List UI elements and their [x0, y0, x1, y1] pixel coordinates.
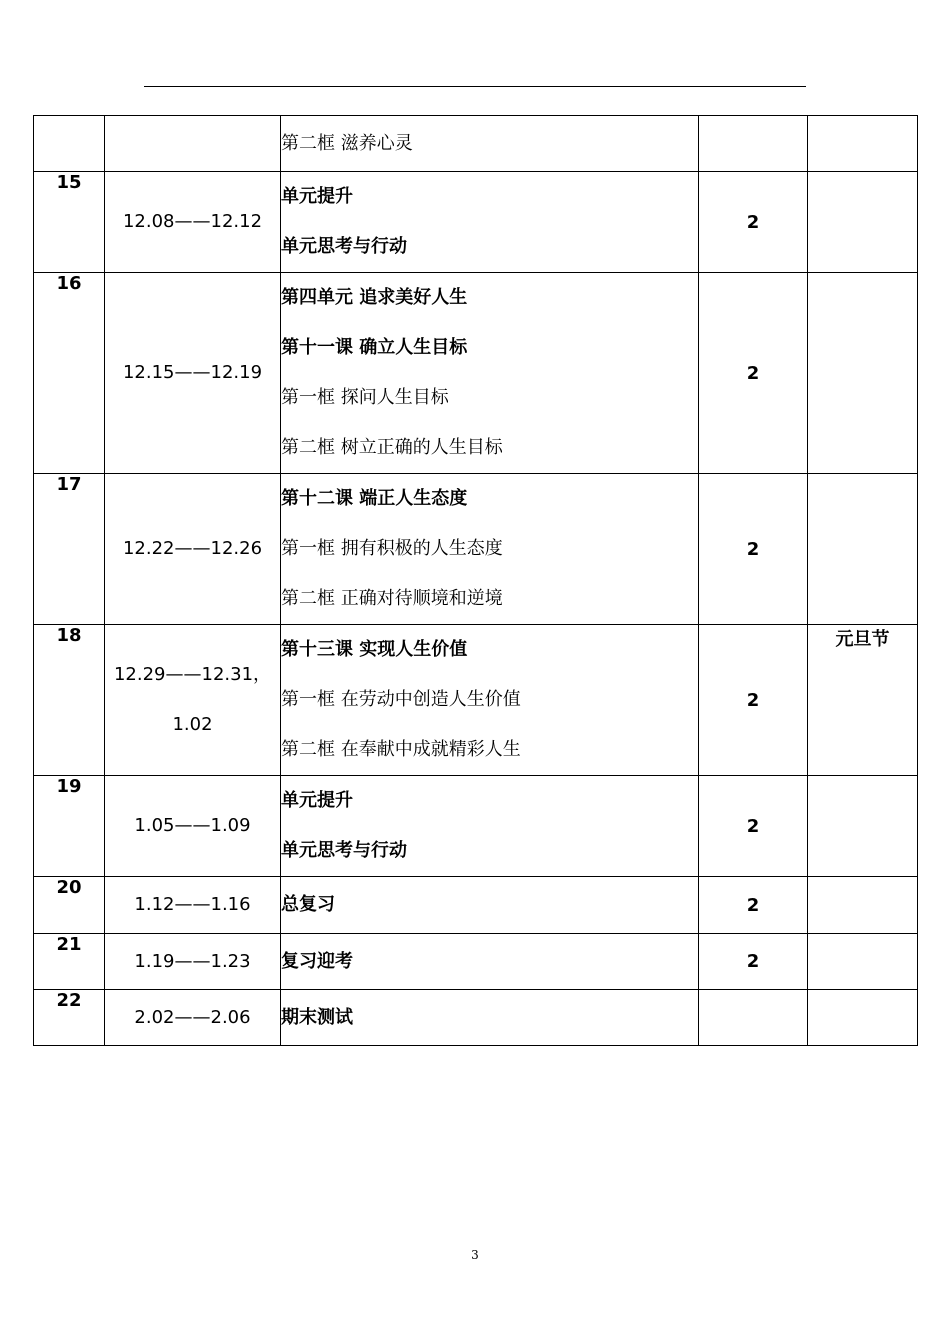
hours-cell: 2 [699, 776, 808, 877]
hours-cell: 2 [699, 273, 808, 474]
content-cell [281, 273, 699, 474]
dates-cell [105, 474, 281, 625]
dates-cell [105, 172, 281, 273]
date-range: 1.05——1.09 [134, 815, 251, 836]
lesson-line: 期末测试 [281, 1006, 353, 1028]
note-cell [808, 990, 918, 1046]
note-cell [808, 474, 918, 625]
note-cell [808, 172, 918, 273]
lesson-line: 第二框 正确对待顺境和逆境 [281, 588, 503, 609]
note-cell: 元旦节 [808, 625, 918, 776]
week-cell: 21 [34, 934, 105, 990]
content-cell [281, 172, 699, 273]
table-row [34, 172, 918, 273]
hours-cell: 2 [699, 934, 808, 990]
lesson-line: 单元思考与行动 [281, 236, 407, 257]
table-row [34, 474, 918, 625]
content-cell [281, 116, 699, 172]
lesson-line: 第一框 拥有积极的人生态度 [281, 538, 503, 559]
lesson-line: 单元思考与行动 [281, 840, 407, 861]
table-row [34, 776, 918, 877]
table-row [34, 877, 918, 934]
lesson-line: 单元提升 [281, 186, 353, 207]
lesson-line: 单元提升 [281, 790, 353, 811]
note-cell [808, 273, 918, 474]
content-cell [281, 474, 699, 625]
date-range: 12.29——12.31， [113, 664, 272, 685]
lesson-line: 第二框 滋养心灵 [281, 132, 413, 154]
page-number: 3 [471, 1248, 479, 1262]
content-cell [281, 990, 699, 1046]
lesson-line: 第十三课 实现人生价值 [281, 639, 468, 660]
note-cell [808, 776, 918, 877]
lesson-line: 第一框 探问人生目标 [281, 387, 449, 408]
lesson-line: 第一框 在劳动中创造人生价值 [281, 689, 521, 710]
date-range: 12.22——12.26 [122, 538, 263, 559]
dates-cell [105, 273, 281, 474]
week-cell: 15 [34, 172, 105, 273]
hours-cell [699, 116, 808, 172]
lesson-line: 第二框 树立正确的人生目标 [281, 437, 503, 458]
lesson-line: 复习迎考 [281, 950, 353, 972]
content-cell [281, 934, 699, 990]
week-cell: 19 [34, 776, 105, 877]
date-range: 1.12——1.16 [134, 894, 251, 915]
hours-cell: 2 [699, 474, 808, 625]
dates-cell [105, 625, 281, 776]
dates-cell [105, 990, 281, 1046]
week-cell: 17 [34, 474, 105, 625]
lesson-line: 第十一课 确立人生目标 [281, 337, 468, 358]
week-cell [34, 116, 105, 172]
date-range: 2.02——2.06 [134, 1006, 251, 1028]
dates-cell [105, 776, 281, 877]
dates-cell [105, 116, 281, 172]
hours-cell [699, 990, 808, 1046]
table-row [34, 273, 918, 474]
header-rule [144, 86, 806, 87]
table-row [34, 934, 918, 990]
lesson-line: 总复习 [281, 894, 335, 915]
week-cell: 22 [34, 990, 105, 1046]
content-cell [281, 625, 699, 776]
lesson-line: 第四单元 追求美好人生 [281, 287, 468, 308]
week-cell: 16 [34, 273, 105, 474]
date-range: 1.02 [172, 714, 213, 735]
date-range: 12.15——12.19 [122, 362, 263, 383]
note-cell [808, 877, 918, 934]
table-row [34, 990, 918, 1046]
date-range: 12.08——12.12 [122, 211, 263, 232]
dates-cell [105, 934, 281, 990]
content-cell [281, 776, 699, 877]
week-cell: 20 [34, 877, 105, 934]
table-row [34, 625, 918, 776]
lesson-line: 第十二课 端正人生态度 [281, 488, 468, 509]
hours-cell: 2 [699, 877, 808, 934]
table-row [34, 116, 918, 172]
hours-cell: 2 [699, 625, 808, 776]
week-cell: 18 [34, 625, 105, 776]
note-cell [808, 116, 918, 172]
note-cell [808, 934, 918, 990]
hours-cell: 2 [699, 172, 808, 273]
date-range: 1.19——1.23 [134, 950, 251, 972]
schedule-table [33, 115, 918, 1046]
dates-cell [105, 877, 281, 934]
schedule-body [34, 116, 918, 1046]
content-cell [281, 877, 699, 934]
lesson-line: 第二框 在奉献中成就精彩人生 [281, 739, 521, 760]
